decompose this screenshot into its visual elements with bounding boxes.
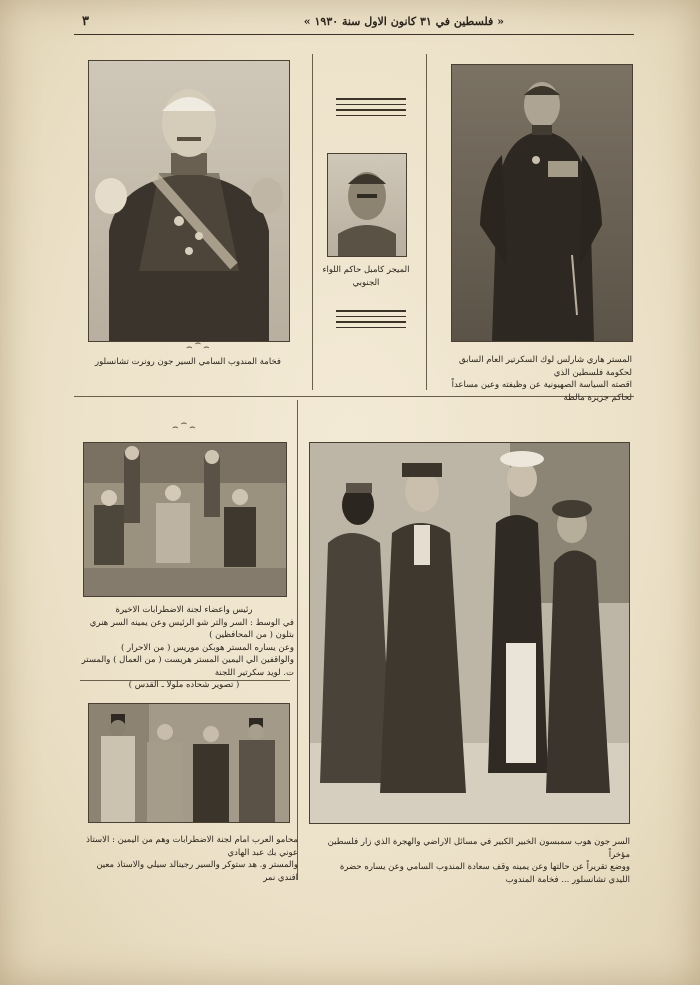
header-rule: [74, 34, 634, 35]
page-number: ٣: [82, 14, 89, 29]
photo-harry-luke: [451, 64, 633, 342]
caption-ornament: ⌢⁀⌢: [186, 342, 212, 353]
issue-date-title: « فلسطين في ٣١ كانون الاول سنة ١٩٣٠ »: [303, 15, 504, 28]
caption-harry-luke: المستر هاري شارلس لوك السكرتير العام السابق لحكومة فلسطين الذي اقصته السياسة الصهيونية عن وظيفته وعين مساعداً لحاكم جزيرة مالطة: [451, 355, 632, 403]
caption-high-commissioner: فخامة المندوب السامي السير جون رونرت تشانسلور: [95, 357, 281, 367]
photo-high-commissioner: [88, 60, 290, 342]
column-rule-lower: [297, 400, 298, 880]
caption-commission-members: رئيس واعضاء لجنة الاضطرابات الاخيرة في الوسط : السر والتر شو الرئيس وعن يمينه السر هنري بتلون ( من المحافظين ) وعن يساره المستر هوبكن موريس ( من الاحرار ) والواقفين الي اليمين المستر هريست ( من العمال ) والمستر ت. لويد سكرتير اللجنة ( تصوير شحاده ملولا ـ القدس ): [81, 605, 294, 690]
photo-hope-simpson: [309, 442, 630, 824]
photo-commission-members: [83, 442, 287, 597]
caption-arab-lawyers: محامو العرب امام لجنة الاضطرابات وهم من اليمين : الاستاذ عوني بك عبد الهادي والمستر و. هد ستوكر والسير رجينالد سيلي والاستاذ معين افندي نمر: [86, 835, 298, 883]
decorative-stripes-bottom: [336, 310, 406, 332]
page-header: [74, 14, 634, 34]
photo-arab-lawyers: [88, 703, 290, 823]
column-rule-left: [312, 54, 313, 390]
caption-hope-simpson: السر جون هوب سمبسون الخبير الكبير في مسائل الاراضي والهجرة الذي زار فلسطين مؤخراً ووضع تقريراً عن حالتها وعن يمينه وقف سعادة المندوب السامي وعن يساره حضرة الليدي تشانسلور ... فخامة المندوب: [327, 837, 630, 885]
decorative-stripes-top: [336, 98, 406, 120]
column-rule-right: [426, 54, 427, 390]
caption-major-kamel: الميجر كامبل حاكم اللواء الجنوبي: [322, 265, 410, 288]
section-ornament: ⌢⁀⌢: [172, 422, 198, 433]
photo-major-kamel: [327, 153, 407, 257]
